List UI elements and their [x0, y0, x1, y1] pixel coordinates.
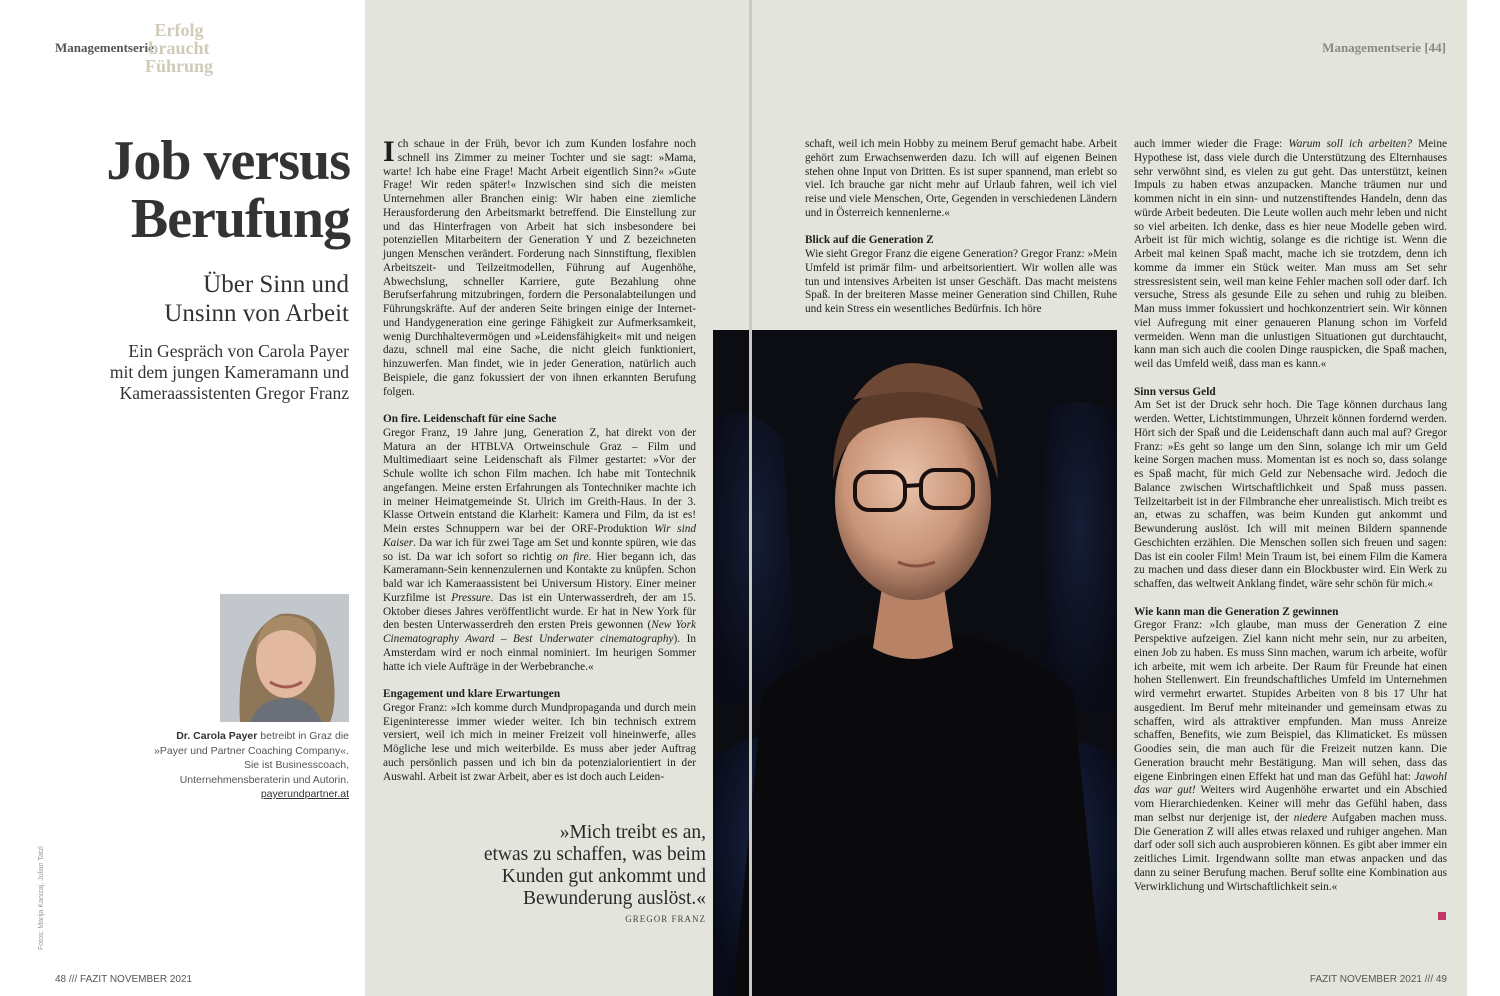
right-page-margin	[1467, 0, 1500, 996]
section-heading: Wie kann man die Generation Z gewinnen	[1134, 605, 1339, 618]
photo-credit: Fotos: Marija Kanizaj, Julian Tatzl	[38, 846, 45, 950]
section-heading: Engagement und klare Erwartungen	[383, 688, 561, 700]
article-intro	[60, 341, 349, 404]
author-description: betreibt in Graz die »Payer und Partner Coaching Company«. Sie ist Businesscoach, Unternehmensberaterin und Autorin.	[154, 730, 349, 786]
title-line-2: Berufung	[130, 188, 350, 250]
quote-author: GREGOR FRANZ	[625, 914, 706, 924]
intro-line-1: Ein Gespräch von Carola Payer	[128, 341, 349, 361]
paragraph: auch immer wieder die Frage: Warum soll ich arbeiten? Meine Hypothese ist, dass viele durch die Unterstützung des Elternhauses sehr verwöhnt sind, es vielen zu gut geht. Das unterstützt, keinen Impuls zu haben etwas anzupacken. Manche träumen nur und kommen nicht in ein sinn- und nutzenstiftendes Handeln, denn das würde Arbeit bedeuten. Die Leute wollen auch mehr leben und nicht so viel arbeiten. Ich denke, dass es hier neue Modelle geben wird. Arbeit ist für mich wichtig, solange es die richtige ist. Wenn die Arbeit mal keinen Spaß macht, mache ich sie trotzdem, denn ich komme da immer ein Stück weiter. Man muss am Set sehr stressresistent sein, weil man keine Fehler machen soll oder darf. Ich versuche, Stress als gesunde Eile zu sehen und ruhig zu bleiben. Man muss immer fokussiert und hochkonzentriert sein. Wir können viel Aufregung mit einer genaueren Planung schon im Vorfeld vermeiden. Wenn man die unlustigen Situationen gut durchtaucht, kann man sich auch die coolen Dinge rauspicken, die Spaß machen, weil das Umfeld weiß, dass man es kann.«	[1134, 138, 1447, 370]
pull-quote	[440, 822, 706, 910]
paragraph: Ich schaue in der Früh, bevor ich zum Kunden losfahre noch schnell ins Zimmer zu meiner Tochter und sie sagt: »Mama, warte! Ich habe eine Frage! Macht Arbeit eigentlich Sinn?« »Gute Frage! Wir reden später!« Inzwischen sind sich die meisten Unternehmen aller Branchen einig: Wir haben eine ziemliche Herausforderung den Arbeitsmarkt betreffend. Die Einstellung zur und das Hinterfragen von Arbeit hat sich insbesondere bei potenziellen Mitarbeitern der Generation Y und Z bezeichneten jungen Menschen verändert. Forderung nach Sinnstiftung, flexiblen Arbeitszeit- und Teilzeitmodellen, Führung auf Augenhöhe, Abwechslung, schneller Karriere, gute Bezahlung ohne Berufserfahrung mitzubringen, fordern die Personalabteilungen und Führungskräfte. Auf der anderen Seite bringen einige der Internet- und Handygeneration eine geringe Fähigkeit zur Aufmerksamkeit, wenig Durchhaltevermögen und »Leidensfähigkeit« mit und neigen dazu, schnell mal eine Sache, die nicht gleich funktioniert, hinzuwerfen. Man findet, wie in jeder Generation, natürlich auch Beispiele, die ganz fokussiert der von ihnen erkannten Berufung folgen.	[383, 135, 696, 398]
folio-right: FAZIT NOVEMBER 2021 /// 49	[1309, 974, 1447, 985]
text-column-1	[383, 135, 697, 784]
subtitle-line-1: Über Sinn und	[203, 271, 349, 298]
section-heading: On fire. Leidenschaft für eine Sache	[383, 413, 557, 425]
author-photo	[220, 594, 349, 722]
title-line-1: Job versus	[106, 130, 350, 192]
text-column-2	[805, 138, 1117, 317]
series-tagline	[145, 21, 213, 75]
series-word-1: Erfolg	[154, 20, 204, 40]
paragraph: Wie sieht Gregor Franz die eigene Generation? Gregor Franz: »Mein Umfeld ist primär film- und arbeitsorientiert. Wir wollen alle was tun und intensives Arbeiten ist unser Geschäft. Das macht meistens Spaß. In der breiteren Masse meiner Generation sind Chillen, Ruhe und kein Stress ein wesentliches Bedürfnis. Ich höre	[805, 248, 1117, 315]
quote-line-2: etwas zu schaffen, was beim	[483, 844, 706, 865]
intro-line-3: Kameraassistenten Gregor Franz	[119, 383, 349, 403]
series-label: Managementserie	[55, 40, 154, 55]
page-fold	[749, 0, 752, 996]
quote-line-1: »Mich treibt es an,	[559, 822, 706, 843]
article-subtitle	[40, 270, 349, 328]
author-website-link[interactable]: payerundpartner.at	[260, 788, 349, 800]
paragraph: Am Set ist der Druck sehr hoch. Die Tage können durchaus lang werden. Wetter, Lichtstimmungen, Uhrzeit können fordernd werden. Hört sich der Spaß und die Leidenschaft dann auch mal auf? Gregor Franz: »Es geht so lange um den Sinn, solange ich mir um Geld keine Sorgen machen muss. Momentan ist es noch so, dass solange es Spaß macht, für mich Geld zur Nebensache wird. Jedoch die Balance zwischen Wirtschaftlichkeit und Spaß muss passen. Teilzeitarbeit ist in der Filmbranche eher unrealistisch. Mich treibt es an, etwas zu schaffen, was beim Kunden gut ankommt und Bewunderung auslöst. Ich will mit meinen Bildern spannende Geschichten erzählen. Die Menschen sollen sich freuen und sagen: Das ist ein cooler Film! Mein Traum ist, bei einem Film die Kamera zu machen und dass dieser dann ein Blockbuster wird. Ein Werk zu schaffen, das weltweit Anklang findet, wäre sehr schön für mich.«	[1134, 399, 1447, 590]
subtitle-line-2: Unsinn von Arbeit	[164, 300, 349, 327]
paragraph: schaft, weil ich mein Hobby zu meinem Beruf gemacht habe. Arbeit gehört zum Erwachsenwerden dazu. Ich will auf eigenen Beinen stehen ohne Input von Dritten. Es ist super spannend, man erlebt so viel. Ich brauche gar nicht mehr auf Urlaub fahren, weil ich viel reise und viele Menschen, Orte, Gegenden in verschiedenen Ländern und in Österreich kennenlerne.«	[805, 138, 1117, 219]
text-column-3	[1134, 138, 1447, 894]
section-heading: Blick auf die Generation Z	[805, 234, 934, 247]
section-heading: Sinn versus Geld	[1134, 385, 1216, 398]
series-label-right: Managementserie [44]	[1322, 40, 1446, 55]
article-title	[40, 132, 350, 248]
series-word-3: Führung	[145, 56, 214, 76]
author-caption	[150, 729, 349, 802]
series-word-2: braucht	[148, 38, 210, 58]
intro-line-2: mit dem jungen Kameramann und	[109, 362, 349, 382]
quote-line-4: Bewunderung auslöst.«	[522, 888, 706, 909]
paragraph: Gregor Franz, 19 Jahre jung, Generation Z, hat direkt von der Matura an der HTBLVA Ortweinschule Graz – Film und Multimediaart seine Leidenschaft als Filmer gestartet: »Vor der Schule wollte ich schon Film machen. Ich habe mit Tontechnik angefangen. Meine ersten Erfahrungen als Tontechniker machte ich in meiner Heimatgemeinde St. Ulrich im Greith-Haus. In der 3. Klasse Ortwein entstand die Klarheit: Kamera und Film, da ist es! Mein erstes Schnuppern war bei der ORF-Produktion Wir sind Kaiser. Da war ich für zwei Tage am Set und konnte spüren, wie das so ist. Da war ich sofort so richtig on fire. Hier begann ich, das Kameramann-Sein kennenzulernen und Kontakte zu knüpfen. Schon bald war ich Kameraassistent bei Universum History. Einer meiner Kurzfilme ist Pressure. Das ist ein Unterwasserdreh, der am 15. Oktober dieses Jahres veröffentlicht wurde. Er hat in New York für den besten Unterwasserdreh den ersten Preis gewonnen (New York Cinematography Award – Best Underwater cinematography). In Amsterdam wird er noch einmal nominiert. Im heurigen Sommer hatte ich viele Aufträge in der Werbebranche.«	[383, 426, 697, 673]
portrait-photo	[713, 330, 1117, 996]
author-name: Dr. Carola Payer	[176, 730, 258, 742]
end-mark	[1438, 912, 1446, 920]
folio-left: 48 /// FAZIT NOVEMBER 2021	[55, 974, 193, 985]
paragraph: Gregor Franz: »Ich glaube, man muss der Generation Z eine Perspektive aufzeigen. Ziel kann nicht mehr sein, nur zu arbeiten, einen Job zu haben. Es muss Sinn machen, warum ich arbeite, wofür ich arbeite, mit wem ich arbeite. Der Raum für Freunde hat einen hohen Stellenwert. Ein freundschaftliches Umfeld im Unternehmen wird vermehrt erwartet. Stupides Arbeiten von 8 bis 17 Uhr hat ausgedient. Im Beruf mehr miteinander und gemeinsam etwas zu schaffen, wird als attraktiver empfunden. Man muss Anreize schaffen, Benefits, wie zum Beispiel, das Klimaticket. Es müssen Goodies sein, die man auch für die Freizeit nutzen kann. Die Generation braucht mehr Bestätigung. Man will sehen, dass das eigene Einbringen einen Effekt hat und man das Gefühl hat: Jawohl das war gut! Weiters wird Augenhöhe erwartet und ein Abschied vom Hierarchiedenken. Keiner will mehr das Gefühl haben, dass man selbst nur derjenige ist, der niedere Aufgaben machen muss. Die Generation Z will alles etwas relaxed und ruhiger angehen. Man darf oder soll sich auch ausprobieren können. Es gibt aber immer ein zeitliches Limit. Irgendwann sollte man etwas anpacken und das dann zu seiner Berufung machen. Beruf sollte eine Kombination aus Verwirklichung und Wirtschaftlichkeit sein.«	[1134, 619, 1448, 893]
quote-line-3: Kunden gut ankommt und	[501, 866, 706, 887]
drop-cap: I	[383, 135, 395, 168]
paragraph: Gregor Franz: »Ich komme durch Mundpropaganda und durch mein Eigeninteresse immer wieder weiter. Ich bin technisch extrem versiert, weil ich mich in meiner Freizeit voll hineinwerfe, alles Mögliche lese und mich weiterbilde. Es muss aber jeder Auftrag auch persönlich passen und ich bin da potenzialorientiert in der Auswahl. Arbeit ist zwar Arbeit, aber es ist doch auch Leiden-	[383, 701, 696, 783]
